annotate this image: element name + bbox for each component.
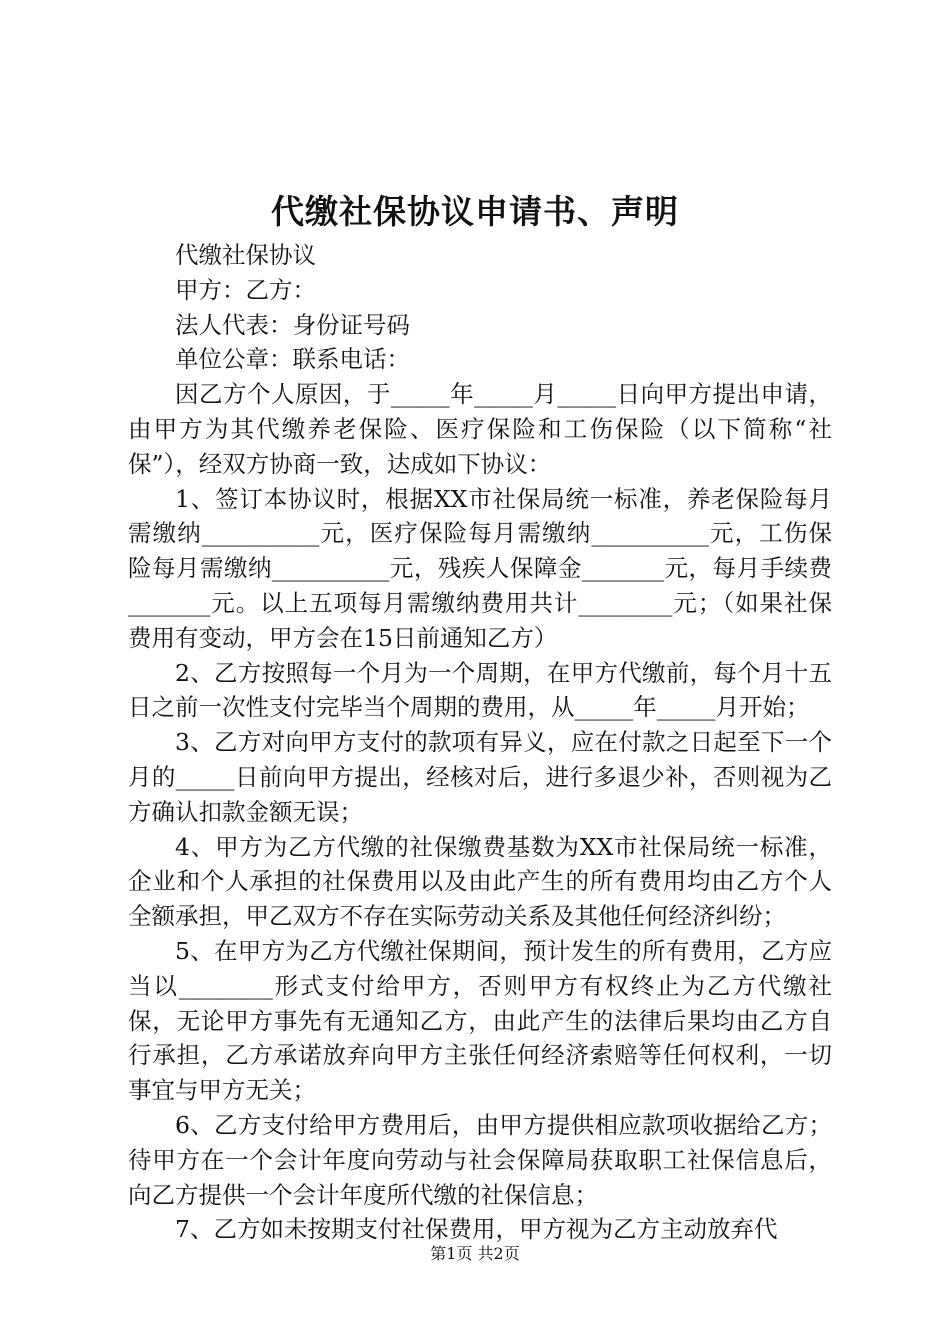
paragraph: 法人代表：身份证号码 [175,310,410,339]
paragraph: 4、甲方为乙方代缴的社保缴费基数为XX市社保局统一标准，企业和个人承担的社保费用以及由此产生的所有费用均由乙方个人全额承担，甲乙双方不存在实际劳动关系及其他任何经济纠纷； [128,832,832,931]
page-footer: 第1页 共2页 [430,1244,520,1263]
document-body [128,238,832,1247]
paragraph: 代缴社保协议 [175,241,316,269]
paragraph: 5、在甲方为乙方代缴社保期间，预计发生的所有费用，乙方应当以________形式支付给甲方，否则甲方有权终止为乙方代缴社保，无论甲方事先有无通知乙方，由此产生的法律后果均由乙方自行承担，乙方承诺放弃向甲方主张任何经济索赔等任何权利，一切事宜与甲方无关； [128,936,832,1105]
paragraph: 单位公章：联系电话： [175,345,410,374]
paragraph: 6、乙方支付给甲方费用后，由甲方提供相应款项收据给乙方；待甲方在一个会计年度向劳动与社会保障局获取职工社保信息后，向乙方提供一个会计年度所代缴的社保信息； [128,1110,832,1209]
paragraph: 2、乙方按照每一个月为一个周期，在甲方代缴前，每个月十五日之前一次性支付完毕当个周期的费用，从_____年_____月开始； [128,658,832,722]
paragraph: 因乙方个人原因，于_____年_____月_____日向甲方提出申请，由甲方为其代缴养老保险、医疗保险和工伤保险（以下简称“社保”），经双方协商一致，达成如下协议： [128,380,832,478]
paragraph: 1、签订本协议时，根据XX市社保局统一标准，养老保险每月需缴纳__________元，医疗保险每月需缴纳__________元，工伤保险每月需缴纳__________元，残疾人保障金_______元，每月手续费_______元。以上五项每月需缴纳费用共计________元；（如果社保费用有变动，甲方会在15日前通知乙方） [128,484,832,652]
document-title: 代缴社保协议申请书、声明 [271,192,679,231]
paragraph: 7、乙方如未按期支付社保费用，甲方视为乙方主动放弃代 [175,1215,778,1244]
paragraph: 3、乙方对向甲方支付的款项有异义，应在付款之日起至下一个月的_____日前向甲方提出，经核对后，进行多退少补，否则视为乙方确认扣款金额无误； [128,728,832,826]
paragraph: 甲方：乙方： [175,275,316,304]
